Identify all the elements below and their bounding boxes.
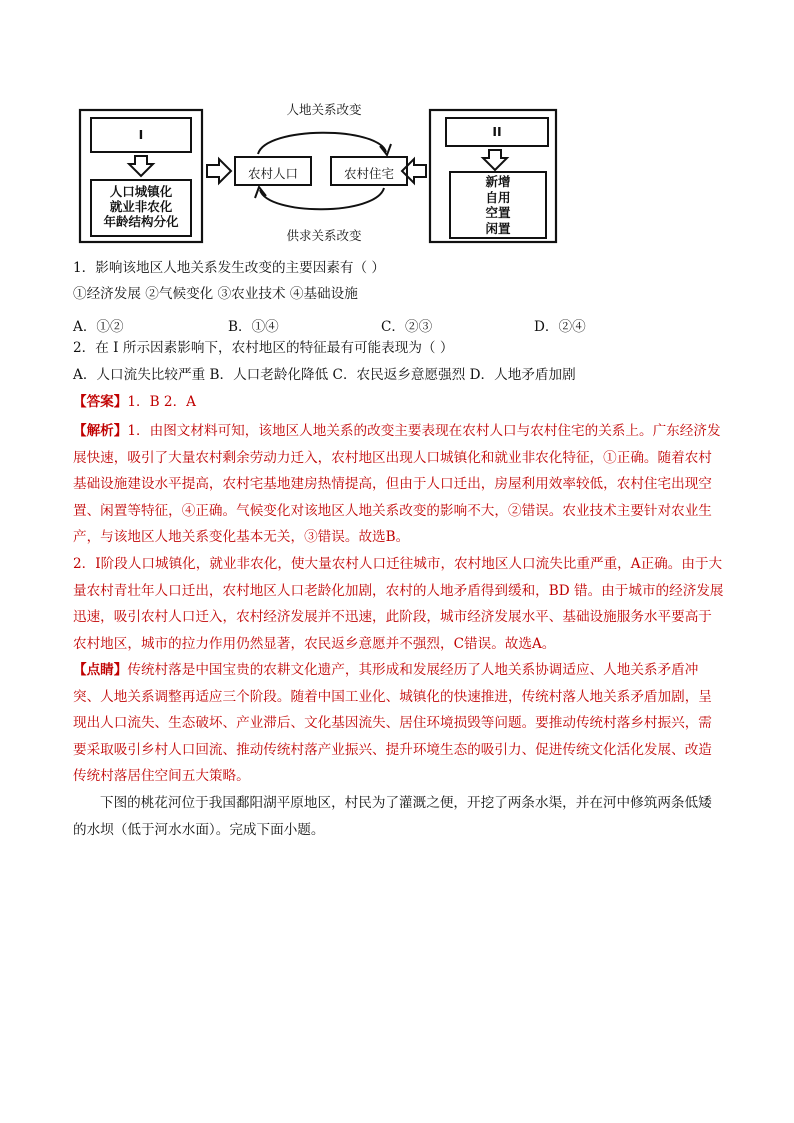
question-1-option-c: C．②③ [381,319,433,335]
comment-paragraph [73,657,725,790]
comment-text: 传统村落是中国宝贵的农耕文化遗产，其形成和发展经历了人地关系协调适应、人地关系矛盾冲突、人地关系调整再适应三个阶段。随着中国工业化、城镇化的快速推进，传统村落人地关系矛盾加剧，呈现出人口流失、生态破坏、产业滞后、文化基因流失、居住环境损毁等问题。要推动传统村落乡村振兴，需要采取吸引乡村人口回流、推动传统村落产业振兴、提升环境生态的吸引力、促进传统文化活化发展、改造传统村落居住空间五大策略。 [73,662,712,784]
bottom-cycle-arc [260,188,384,209]
answer-tag: 【答案】 [73,394,128,410]
question-1-option-b: B．①④ [228,319,279,335]
bottom-cycle-label: 供求关系改变 [286,228,362,243]
left-down-arrow-icon [129,156,153,176]
right-box-items [450,174,546,236]
left-box-title: I [138,127,144,142]
rural-housing-label: 农村住宅 [343,166,394,181]
next-question-intro: 下图的桃花河位于我国鄱阳湖平原地区，村民为了灌溉之便，开挖了两条水渠，并在河中修筑两条低矮的水坝（低于河水水面）。完成下面小题。 [73,795,712,838]
right-item: 自用 [485,189,511,205]
flow-diagram [78,96,718,246]
right-box-title: II [492,124,502,139]
top-cycle-label: 人地关系改变 [286,102,362,117]
rural-population-label: 农村人口 [247,166,298,181]
question-2-options: A．人口流失比较严重 B．人口老龄化降低 C．农民返乡意愿强烈 D．人地矛盾加剧 [73,367,576,383]
right-down-arrow-icon [483,150,507,170]
left-item: 人口城镇化 [109,184,173,199]
comment-tag: 【点睛】 [73,662,128,678]
left-item: 年龄结构分化 [103,214,179,229]
question-2-stem: 2．在 I 所示因素影响下，农村地区的特征最有可能表现为（ ） [73,340,454,356]
answer-line [73,396,196,410]
analysis-tag: 【解析】 [73,423,128,439]
analysis-paragraph-1 [73,418,725,551]
left-item: 就业非农化 [109,199,173,214]
left-box-items [91,184,191,229]
question-1-stem: 1．影响该地区人地关系发生改变的主要因素有（ ） [73,260,386,276]
answer-text: 1．B 2．A [127,394,196,410]
right-item: 闲置 [485,220,511,236]
right-item: 新增 [485,174,511,189]
right-arrow-icon [207,159,231,183]
question-1-option-d: D．②④ [534,319,586,335]
top-cycle-arc [258,133,386,154]
analysis-text-1: 1．由图文材料可知，该地区人地关系的改变主要表现在农村人口与农村住宅的关系上。广东经济发展快速，吸引了大量农村剩余劳动力迁入，农村地区出现人口城镇化和就业非农化特征，①正确。随着农村基础设施建设水平提高，农村宅基地建房热情提高，但由于人口迁出，房屋利用效率较低，农村住宅出现空置、闲置等特征，④正确。气候变化对该地区人地关系改变的影响不大，②错误。农业技术主要针对农业生产，与该地区人地关系变化基本无关，③错误。故选B。 [73,423,721,545]
question-1-option-a: A．①② [73,319,124,335]
right-item: 空置 [485,205,511,220]
question-1-factors: ①经济发展 ②气候变化 ③农业技术 ④基础设施 [73,286,358,302]
analysis-paragraph-2: 2．I阶段人口城镇化，就业非农化，使大量农村人口迁往城市，农村地区人口流失比重严重，A正确。由于大量农村青壮年人口迁出，农村地区人口老龄化加剧，农村的人地矛盾得到缓和，BD 错。由于城市的经济发展迅速，吸引农村人口迁入，农村经济发展并不迅速，此阶段，城市经济发展水平、基础设施服务水平要高于农村地区，城市的拉力作用仍然显著，农民返乡意愿并不强烈，C错误。故选A。 [73,556,724,652]
